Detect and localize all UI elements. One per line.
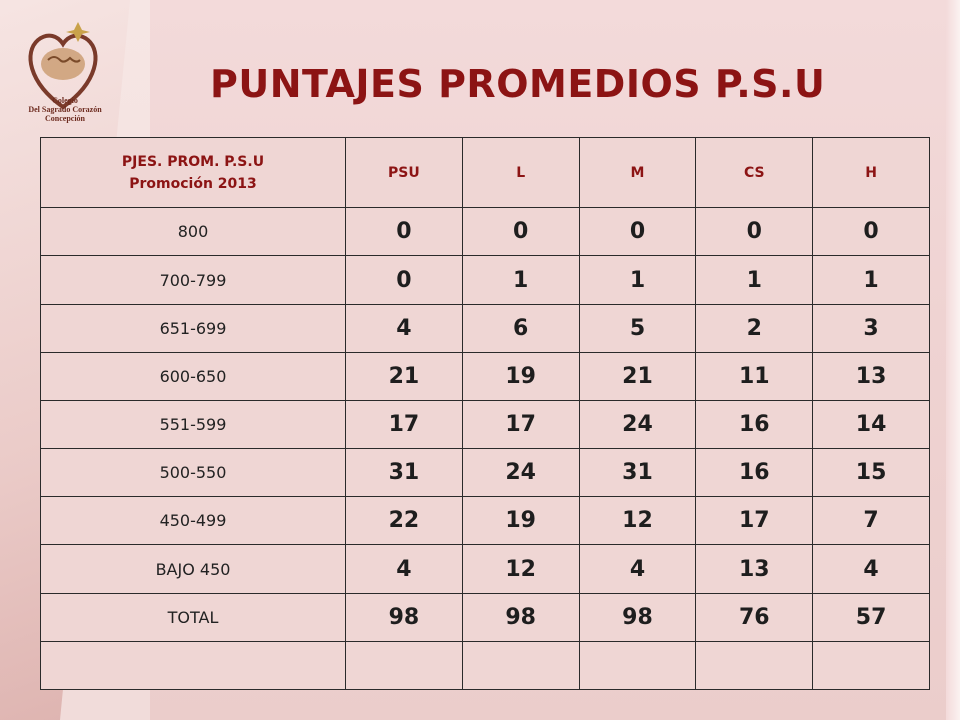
row-label: 500-550 <box>41 449 346 497</box>
table-cell: 16 <box>696 449 813 497</box>
table-row <box>41 497 930 545</box>
table-header-row <box>41 138 930 208</box>
table-cell: 0 <box>346 208 463 256</box>
table-cell: 17 <box>696 497 813 545</box>
row-label: 450-499 <box>41 497 346 545</box>
table-body <box>41 208 930 690</box>
table-cell: 24 <box>579 400 696 448</box>
table-cell: 0 <box>813 208 930 256</box>
table-cell: 57 <box>813 593 930 641</box>
table-row <box>41 304 930 352</box>
column-header: H <box>813 138 930 208</box>
table-cell: 1 <box>813 256 930 304</box>
table-cell: 4 <box>813 545 930 593</box>
table-cell: 1 <box>462 256 579 304</box>
school-name <box>10 96 120 123</box>
table-cell <box>696 641 813 689</box>
table-cell: 12 <box>579 497 696 545</box>
table-cell <box>579 641 696 689</box>
table-corner-header <box>41 138 346 208</box>
table-cell: 4 <box>346 304 463 352</box>
table-cell <box>462 641 579 689</box>
table-row <box>41 593 930 641</box>
scores-table <box>40 137 930 690</box>
table-cell: 31 <box>579 449 696 497</box>
table-cell: 0 <box>696 208 813 256</box>
table-cell: 22 <box>346 497 463 545</box>
table-cell: 13 <box>696 545 813 593</box>
table-cell: 0 <box>462 208 579 256</box>
column-header: PSU <box>346 138 463 208</box>
table-cell: 16 <box>696 400 813 448</box>
school-name-line: Concepción <box>45 114 85 123</box>
page-title: PUNTAJES PROMEDIOS P.S.U <box>210 62 826 106</box>
row-label: 651-699 <box>41 304 346 352</box>
row-label: TOTAL <box>41 593 346 641</box>
table-cell: 21 <box>579 352 696 400</box>
table-cell: 14 <box>813 400 930 448</box>
table-cell: 2 <box>696 304 813 352</box>
row-label: 600-650 <box>41 352 346 400</box>
table-cell: 13 <box>813 352 930 400</box>
table-cell: 17 <box>462 400 579 448</box>
row-label: BAJO 450 <box>41 545 346 593</box>
table-row <box>41 352 930 400</box>
table-cell: 15 <box>813 449 930 497</box>
column-header: M <box>579 138 696 208</box>
table-row <box>41 256 930 304</box>
table-cell: 11 <box>696 352 813 400</box>
table-cell: 4 <box>579 545 696 593</box>
table-cell: 12 <box>462 545 579 593</box>
table-cell: 31 <box>346 449 463 497</box>
table-cell: 98 <box>579 593 696 641</box>
table-row <box>41 545 930 593</box>
table-cell: 5 <box>579 304 696 352</box>
table-cell: 17 <box>346 400 463 448</box>
table-row <box>41 208 930 256</box>
table-cell <box>346 641 463 689</box>
table-cell: 76 <box>696 593 813 641</box>
table-cell: 21 <box>346 352 463 400</box>
column-header: CS <box>696 138 813 208</box>
table-cell <box>813 641 930 689</box>
table-cell: 3 <box>813 304 930 352</box>
corner-title: PJES. PROM. P.S.U <box>121 153 265 170</box>
table-cell: 7 <box>813 497 930 545</box>
table-cell: 98 <box>462 593 579 641</box>
table-cell: 19 <box>462 352 579 400</box>
row-label <box>41 641 346 689</box>
table-cell: 4 <box>346 545 463 593</box>
table-cell: 0 <box>579 208 696 256</box>
school-name-line: Colegio <box>52 96 78 105</box>
row-label: 551-599 <box>41 400 346 448</box>
scores-table-container <box>40 137 929 690</box>
row-label: 800 <box>41 208 346 256</box>
table-cell: 1 <box>579 256 696 304</box>
table-row <box>41 400 930 448</box>
table-cell: 24 <box>462 449 579 497</box>
row-label: 700-799 <box>41 256 346 304</box>
table-cell: 6 <box>462 304 579 352</box>
table-cell: 1 <box>696 256 813 304</box>
school-name-line: Del Sagrado Corazón <box>28 105 102 114</box>
right-edge-bar <box>946 0 960 720</box>
table-row <box>41 641 930 689</box>
column-header: L <box>462 138 579 208</box>
table-cell: 19 <box>462 497 579 545</box>
table-cell: 0 <box>346 256 463 304</box>
table-row <box>41 449 930 497</box>
corner-subtitle: Promoción 2013 <box>129 175 257 192</box>
table-cell: 98 <box>346 593 463 641</box>
